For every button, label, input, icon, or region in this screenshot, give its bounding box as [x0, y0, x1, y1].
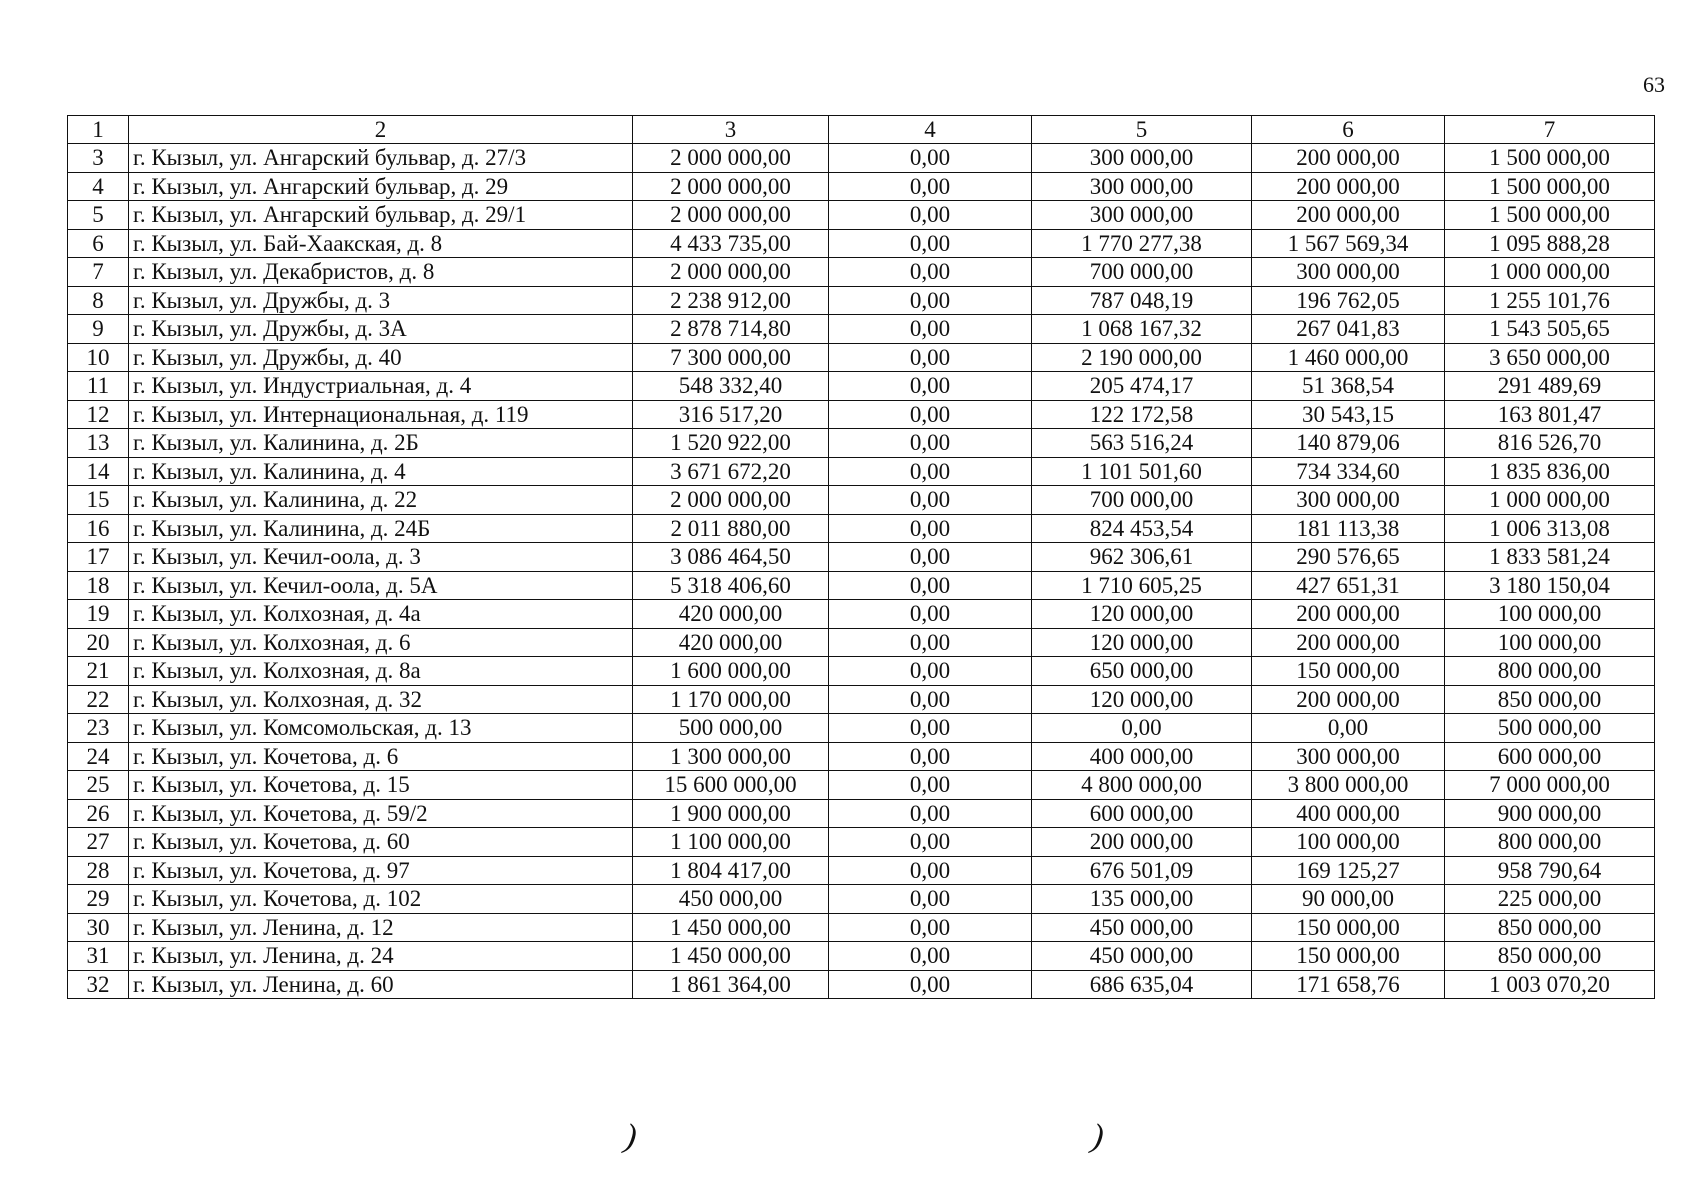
table-row [68, 571, 1655, 600]
table-cell: 0,00 [829, 286, 1032, 315]
column-header: 4 [829, 116, 1032, 144]
table-cell: г. Кызыл, ул. Ангарский бульвар, д. 27/3 [129, 144, 633, 173]
table-cell: 200 000,00 [1252, 144, 1445, 173]
table-cell: 800 000,00 [1445, 828, 1655, 857]
table-cell: г. Кызыл, ул. Кочетова, д. 97 [129, 856, 633, 885]
table-cell: 1 500 000,00 [1445, 144, 1655, 173]
table-cell: 1 833 581,24 [1445, 543, 1655, 572]
table-cell: 3 [68, 144, 129, 173]
table-row [68, 714, 1655, 743]
table-cell: г. Кызыл, ул. Кочетова, д. 60 [129, 828, 633, 857]
table-cell: г. Кызыл, ул. Дружбы, д. 3А [129, 315, 633, 344]
table-row [68, 514, 1655, 543]
table-row [68, 144, 1655, 173]
table-cell: 1 068 167,32 [1032, 315, 1252, 344]
table-cell: 300 000,00 [1252, 742, 1445, 771]
table-cell: 26 [68, 799, 129, 828]
table-cell: 962 306,61 [1032, 543, 1252, 572]
table-cell: 3 180 150,04 [1445, 571, 1655, 600]
table-cell: 225 000,00 [1445, 885, 1655, 914]
table-cell: 11 [68, 372, 129, 401]
table-cell: 181 113,38 [1252, 514, 1445, 543]
table-cell: 500 000,00 [1445, 714, 1655, 743]
table-cell: 200 000,00 [1252, 201, 1445, 230]
table-cell: 1 710 605,25 [1032, 571, 1252, 600]
table-cell: 150 000,00 [1252, 657, 1445, 686]
table-cell: 200 000,00 [1032, 828, 1252, 857]
table-cell: 1 450 000,00 [633, 942, 829, 971]
table-cell: 13 [68, 429, 129, 458]
table-cell: 0,00 [829, 457, 1032, 486]
table-cell: 3 671 672,20 [633, 457, 829, 486]
table-cell: 300 000,00 [1032, 172, 1252, 201]
table-cell: 0,00 [829, 343, 1032, 372]
table-cell: 22 [68, 685, 129, 714]
table-cell: г. Кызыл, ул. Калинина, д. 24Б [129, 514, 633, 543]
table-cell: 824 453,54 [1032, 514, 1252, 543]
table-cell: 2 000 000,00 [633, 201, 829, 230]
table-cell: 450 000,00 [1032, 913, 1252, 942]
table-cell: 2 000 000,00 [633, 486, 829, 515]
table-cell: г. Кызыл, ул. Калинина, д. 4 [129, 457, 633, 486]
table-header-row [68, 116, 1655, 144]
table-cell: 700 000,00 [1032, 258, 1252, 287]
table-row [68, 286, 1655, 315]
table-cell: 600 000,00 [1445, 742, 1655, 771]
table-row [68, 856, 1655, 885]
table-row [68, 685, 1655, 714]
table-cell: 500 000,00 [633, 714, 829, 743]
table-cell: 0,00 [1252, 714, 1445, 743]
table-cell: 31 [68, 942, 129, 971]
table-cell: 0,00 [829, 628, 1032, 657]
table-cell: 1 770 277,38 [1032, 229, 1252, 258]
table-row [68, 172, 1655, 201]
table-cell: 2 000 000,00 [633, 172, 829, 201]
table-cell: 1 500 000,00 [1445, 201, 1655, 230]
table-cell: 1 600 000,00 [633, 657, 829, 686]
table-cell: 1 520 922,00 [633, 429, 829, 458]
table-cell: 316 517,20 [633, 400, 829, 429]
table-cell: 816 526,70 [1445, 429, 1655, 458]
table-cell: 0,00 [829, 571, 1032, 600]
column-header: 2 [129, 116, 633, 144]
table-cell: г. Кызыл, ул. Ангарский бульвар, д. 29/1 [129, 201, 633, 230]
table-cell: 800 000,00 [1445, 657, 1655, 686]
table-cell: 200 000,00 [1252, 600, 1445, 629]
table-cell: 28 [68, 856, 129, 885]
table-cell: 9 [68, 315, 129, 344]
table-cell: 1 255 101,76 [1445, 286, 1655, 315]
table-cell: 2 011 880,00 [633, 514, 829, 543]
table-row [68, 799, 1655, 828]
table-row [68, 429, 1655, 458]
table-cell: 300 000,00 [1032, 201, 1252, 230]
table-cell: 18 [68, 571, 129, 600]
data-table [67, 115, 1655, 999]
table-cell: г. Кызыл, ул. Индустриальная, д. 4 [129, 372, 633, 401]
column-header: 3 [633, 116, 829, 144]
table-cell: 1 450 000,00 [633, 913, 829, 942]
table-cell: 850 000,00 [1445, 913, 1655, 942]
table-cell: 2 000 000,00 [633, 144, 829, 173]
table-cell: 1 300 000,00 [633, 742, 829, 771]
table-row [68, 657, 1655, 686]
table-cell: 30 [68, 913, 129, 942]
table-cell: г. Кызыл, ул. Кочетова, д. 59/2 [129, 799, 633, 828]
table-cell: 0,00 [829, 486, 1032, 515]
table-cell: 3 650 000,00 [1445, 343, 1655, 372]
table-cell: 900 000,00 [1445, 799, 1655, 828]
table-cell: 25 [68, 771, 129, 800]
table-cell: 171 658,76 [1252, 970, 1445, 999]
table-cell: г. Кызыл, ул. Дружбы, д. 3 [129, 286, 633, 315]
table-cell: 200 000,00 [1252, 172, 1445, 201]
table-cell: 100 000,00 [1445, 600, 1655, 629]
table-cell: 787 048,19 [1032, 286, 1252, 315]
table-cell: г. Кызыл, ул. Колхозная, д. 32 [129, 685, 633, 714]
table-cell: г. Кызыл, ул. Декабристов, д. 8 [129, 258, 633, 287]
column-header: 7 [1445, 116, 1655, 144]
table-cell: г. Кызыл, ул. Бай-Хаакская, д. 8 [129, 229, 633, 258]
table-cell: 734 334,60 [1252, 457, 1445, 486]
table-cell: 1 000 000,00 [1445, 486, 1655, 515]
table-cell: 15 [68, 486, 129, 515]
table-cell: 1 804 417,00 [633, 856, 829, 885]
table-cell: 3 800 000,00 [1252, 771, 1445, 800]
table-cell: 200 000,00 [1252, 685, 1445, 714]
table-cell: 10 [68, 343, 129, 372]
table-cell: 23 [68, 714, 129, 743]
table-cell: 850 000,00 [1445, 685, 1655, 714]
table-row [68, 742, 1655, 771]
table-cell: 0,00 [829, 372, 1032, 401]
table-cell: 0,00 [829, 229, 1032, 258]
table-cell: 30 543,15 [1252, 400, 1445, 429]
table-cell: 1 500 000,00 [1445, 172, 1655, 201]
table-cell: 5 [68, 201, 129, 230]
table-cell: г. Кызыл, ул. Ангарский бульвар, д. 29 [129, 172, 633, 201]
table-cell: г. Кызыл, ул. Калинина, д. 22 [129, 486, 633, 515]
table-row [68, 913, 1655, 942]
table-cell: 1 900 000,00 [633, 799, 829, 828]
table-cell: 20 [68, 628, 129, 657]
table-cell: г. Кызыл, ул. Кочетова, д. 6 [129, 742, 633, 771]
table-cell: 0,00 [829, 429, 1032, 458]
table-cell: 90 000,00 [1252, 885, 1445, 914]
table-cell: 2 238 912,00 [633, 286, 829, 315]
table-cell: 169 125,27 [1252, 856, 1445, 885]
table-row [68, 771, 1655, 800]
table-cell: 0,00 [829, 828, 1032, 857]
page-number: 63 [1643, 72, 1665, 97]
table-cell: 0,00 [1032, 714, 1252, 743]
table-cell: г. Кызыл, ул. Комсомольская, д. 13 [129, 714, 633, 743]
table-cell: 8 [68, 286, 129, 315]
table-cell: 850 000,00 [1445, 942, 1655, 971]
table-cell: 150 000,00 [1252, 913, 1445, 942]
table-cell: 548 332,40 [633, 372, 829, 401]
table-cell: г. Кызыл, ул. Ленина, д. 12 [129, 913, 633, 942]
table-cell: 1 095 888,28 [1445, 229, 1655, 258]
table-cell: г. Кызыл, ул. Колхозная, д. 4а [129, 600, 633, 629]
table-cell: 300 000,00 [1252, 258, 1445, 287]
column-header: 5 [1032, 116, 1252, 144]
table-cell: 1 861 364,00 [633, 970, 829, 999]
table-cell: 14 [68, 457, 129, 486]
table-cell: г. Кызыл, ул. Кочетова, д. 102 [129, 885, 633, 914]
table-cell: г. Кызыл, ул. Кечил-оола, д. 3 [129, 543, 633, 572]
ink-mark: ) [622, 1117, 639, 1156]
table-cell: 1 460 000,00 [1252, 343, 1445, 372]
table-cell: 0,00 [829, 685, 1032, 714]
table-cell: 6 [68, 229, 129, 258]
table-cell: 200 000,00 [1252, 628, 1445, 657]
table-cell: 1 000 000,00 [1445, 258, 1655, 287]
table-cell: 1 543 505,65 [1445, 315, 1655, 344]
table-cell: 16 [68, 514, 129, 543]
table-cell: 122 172,58 [1032, 400, 1252, 429]
table-cell: г. Кызыл, ул. Калинина, д. 2Б [129, 429, 633, 458]
table-row [68, 970, 1655, 999]
table-cell: 1 835 836,00 [1445, 457, 1655, 486]
table-cell: 140 879,06 [1252, 429, 1445, 458]
table-cell: г. Кызыл, ул. Колхозная, д. 6 [129, 628, 633, 657]
table-cell: 0,00 [829, 172, 1032, 201]
table-cell: 0,00 [829, 144, 1032, 173]
table-cell: 2 878 714,80 [633, 315, 829, 344]
table-row [68, 315, 1655, 344]
table-cell: 290 576,65 [1252, 543, 1445, 572]
table-cell: 0,00 [829, 201, 1032, 230]
table-cell: 12 [68, 400, 129, 429]
table-cell: 650 000,00 [1032, 657, 1252, 686]
table-cell: 51 368,54 [1252, 372, 1445, 401]
table-cell: 21 [68, 657, 129, 686]
column-header: 1 [68, 116, 129, 144]
table-row [68, 828, 1655, 857]
table-cell: 0,00 [829, 885, 1032, 914]
table-row [68, 543, 1655, 572]
table-cell: 291 489,69 [1445, 372, 1655, 401]
table-cell: г. Кызыл, ул. Кечил-оола, д. 5А [129, 571, 633, 600]
table-cell: 1 567 569,34 [1252, 229, 1445, 258]
table-row [68, 229, 1655, 258]
table-cell: 0,00 [829, 913, 1032, 942]
table-cell: г. Кызыл, ул. Интернациональная, д. 119 [129, 400, 633, 429]
table-row [68, 400, 1655, 429]
table-cell: 100 000,00 [1252, 828, 1445, 857]
table-cell: 0,00 [829, 543, 1032, 572]
table-cell: 1 170 000,00 [633, 685, 829, 714]
table-row [68, 486, 1655, 515]
table-cell: 120 000,00 [1032, 628, 1252, 657]
table-cell: 450 000,00 [633, 885, 829, 914]
ink-mark: ) [1089, 1117, 1106, 1156]
table-cell: 24 [68, 742, 129, 771]
table-cell: 205 474,17 [1032, 372, 1252, 401]
table-cell: 27 [68, 828, 129, 857]
table-cell: 5 318 406,60 [633, 571, 829, 600]
table-cell: 400 000,00 [1032, 742, 1252, 771]
table-cell: 300 000,00 [1252, 486, 1445, 515]
table-cell: 1 101 501,60 [1032, 457, 1252, 486]
table-cell: г. Кызыл, ул. Ленина, д. 24 [129, 942, 633, 971]
table-cell: 150 000,00 [1252, 942, 1445, 971]
table-row [68, 201, 1655, 230]
table-row [68, 628, 1655, 657]
table-row [68, 343, 1655, 372]
table-row [68, 372, 1655, 401]
table-cell: 29 [68, 885, 129, 914]
table-row [68, 885, 1655, 914]
table-row [68, 942, 1655, 971]
table-cell: 163 801,47 [1445, 400, 1655, 429]
table-cell: 196 762,05 [1252, 286, 1445, 315]
table-row [68, 600, 1655, 629]
table-cell: 0,00 [829, 942, 1032, 971]
table-cell: 4 433 735,00 [633, 229, 829, 258]
table-cell: 100 000,00 [1445, 628, 1655, 657]
table-cell: г. Кызыл, ул. Ленина, д. 60 [129, 970, 633, 999]
table-cell: 0,00 [829, 742, 1032, 771]
table-row [68, 258, 1655, 287]
table-cell: 7 300 000,00 [633, 343, 829, 372]
table-cell: 2 000 000,00 [633, 258, 829, 287]
table-cell: 676 501,09 [1032, 856, 1252, 885]
table-cell: 0,00 [829, 657, 1032, 686]
table-cell: 120 000,00 [1032, 685, 1252, 714]
table-cell: 0,00 [829, 315, 1032, 344]
table-cell: 0,00 [829, 856, 1032, 885]
table-cell: 600 000,00 [1032, 799, 1252, 828]
table-cell: 2 190 000,00 [1032, 343, 1252, 372]
table-cell: 1 100 000,00 [633, 828, 829, 857]
table-cell: г. Кызыл, ул. Дружбы, д. 40 [129, 343, 633, 372]
table-cell: 300 000,00 [1032, 144, 1252, 173]
table-cell: 15 600 000,00 [633, 771, 829, 800]
table-cell: 1 003 070,20 [1445, 970, 1655, 999]
table-cell: 17 [68, 543, 129, 572]
table-cell: 0,00 [829, 258, 1032, 287]
table-row [68, 457, 1655, 486]
table-cell: 0,00 [829, 799, 1032, 828]
table-cell: 7 [68, 258, 129, 287]
table-cell: 0,00 [829, 514, 1032, 543]
table-cell: 120 000,00 [1032, 600, 1252, 629]
table-cell: 420 000,00 [633, 628, 829, 657]
table-cell: 450 000,00 [1032, 942, 1252, 971]
table-cell: 563 516,24 [1032, 429, 1252, 458]
table-cell: 19 [68, 600, 129, 629]
table-cell: 135 000,00 [1032, 885, 1252, 914]
table-cell: г. Кызыл, ул. Колхозная, д. 8а [129, 657, 633, 686]
table-cell: 4 800 000,00 [1032, 771, 1252, 800]
table-cell: 420 000,00 [633, 600, 829, 629]
table-cell: 686 635,04 [1032, 970, 1252, 999]
table-cell: 7 000 000,00 [1445, 771, 1655, 800]
table-cell: 0,00 [829, 771, 1032, 800]
table-cell: 1 006 313,08 [1445, 514, 1655, 543]
table-cell: 267 041,83 [1252, 315, 1445, 344]
table-cell: 0,00 [829, 970, 1032, 999]
table-cell: 427 651,31 [1252, 571, 1445, 600]
column-header: 6 [1252, 116, 1445, 144]
table-cell: 32 [68, 970, 129, 999]
table-cell: 3 086 464,50 [633, 543, 829, 572]
table-cell: 0,00 [829, 714, 1032, 743]
table-cell: 700 000,00 [1032, 486, 1252, 515]
table-cell: 400 000,00 [1252, 799, 1445, 828]
table-cell: 0,00 [829, 600, 1032, 629]
table-cell: г. Кызыл, ул. Кочетова, д. 15 [129, 771, 633, 800]
table-cell: 4 [68, 172, 129, 201]
table-cell: 958 790,64 [1445, 856, 1655, 885]
table-cell: 0,00 [829, 400, 1032, 429]
